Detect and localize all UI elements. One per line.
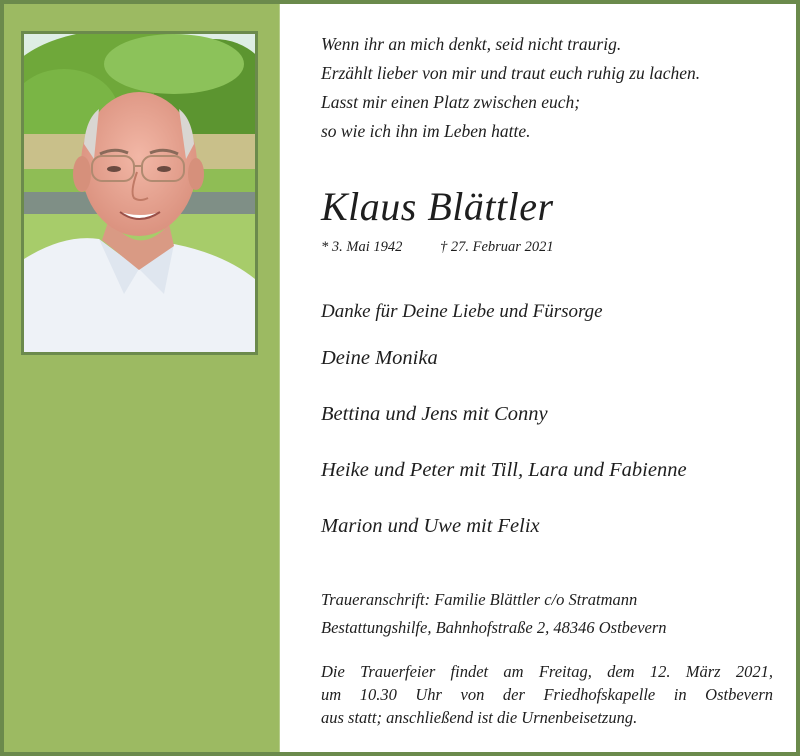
memorial-verse <box>321 30 700 146</box>
side-panel <box>4 4 280 752</box>
death-date: † 27. Februar 2021 <box>439 239 554 255</box>
address-line: Traueranschrift: Familie Blättler c/o Stratmann <box>321 590 638 609</box>
family-member: Deine Monika <box>321 347 438 369</box>
life-dates <box>321 237 554 257</box>
service-line: Die Trauerfeier findet am Freitag, dem 12. März 2021, <box>321 662 773 681</box>
service-line: aus statt; anschließend ist die Urnenbeisetzung. <box>321 708 638 727</box>
portrait-image <box>24 34 255 352</box>
verse-line: Erzählt lieber von mir und traut euch ruhig zu lachen. <box>321 63 701 83</box>
family-member: Bettina und Jens mit Conny <box>321 403 548 425</box>
birth-date: * 3. Mai 1942 <box>321 239 403 255</box>
thanks-line: Danke für Deine Liebe und Fürsorge <box>321 301 603 322</box>
funeral-service-info <box>321 660 773 729</box>
verse-line: Lasst mir einen Platz zwischen euch; <box>321 92 581 112</box>
family-member: Heike und Peter mit Till, Lara und Fabienne <box>321 459 687 481</box>
verse-line: so wie ich ihn im Leben hatte. <box>321 121 531 141</box>
family-member: Marion und Uwe mit Felix <box>321 515 540 537</box>
portrait-photo <box>21 31 258 355</box>
mourning-address <box>321 586 667 642</box>
address-line: Bestattungshilfe, Bahnhofstraße 2, 48346 Ostbevern <box>321 618 667 637</box>
family-list <box>321 344 687 568</box>
service-line: um 10.30 Uhr von der Friedhofskapelle in Ostbevern <box>321 685 773 704</box>
deceased-name: Klaus Blättler <box>321 184 554 229</box>
verse-line: Wenn ihr an mich denkt, seid nicht traurig. <box>321 34 622 54</box>
